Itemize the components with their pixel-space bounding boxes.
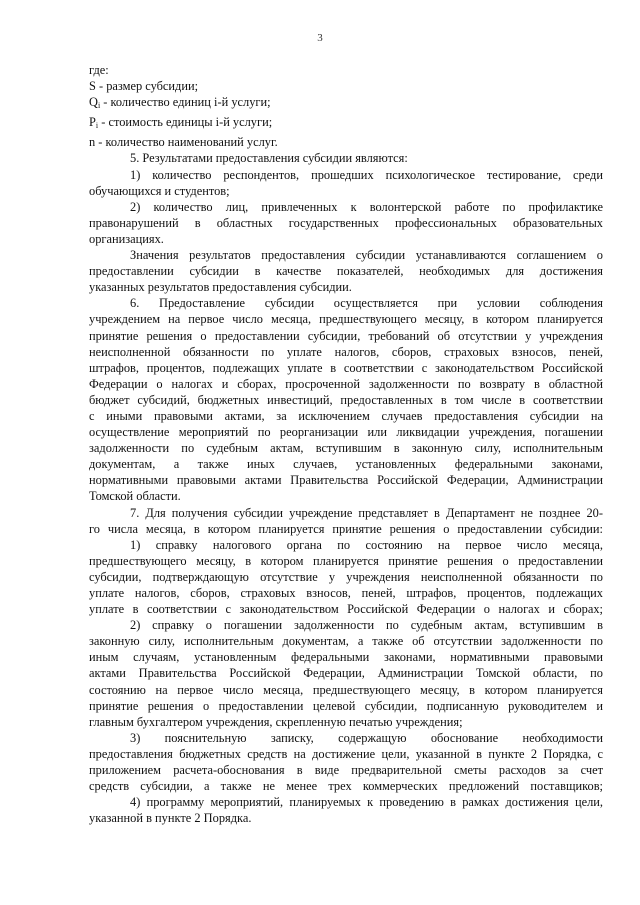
line-text: уплате в соответствии с законодательством Российской Федерации о налогах и сборах; [89,602,603,617]
line-text: законную силу, исполнительным документам, а также об отсутствии задолженности по [89,634,603,649]
line-text: субсидии, подтверждающую отсутствие у учреждения неисполненной обязанности по [89,569,603,584]
text-line [89,472,603,488]
text-line [89,295,603,311]
line-text: указанных результатов предоставления субсидии. [89,280,352,295]
text-line [89,167,603,183]
line-text: организациях. [89,231,164,246]
text-line [89,263,603,279]
line-text: уплате налогов, сборов, страховых взносов, пеней, штрафов, процентов, подлежащих [89,586,603,600]
line-text: 5. Результатами предоставления субсидии являются: [130,151,408,166]
line-text: 4) программу мероприятий, планируемых к проведению в рамках достижения цели, [130,795,603,810]
text-line [89,199,603,215]
text-line [89,505,603,521]
line-text: задолженности по судебным актам, вступившим в законную силу, исполнительным [89,441,603,456]
text-line [89,94,603,114]
line-text: состоянию на первое число месяца, предшествующего месяцу, в котором планируется [89,682,603,697]
line-text: - количество единиц i-й услуги; [100,95,271,110]
text-line [89,521,603,537]
text-line [89,62,603,78]
line-text: Томской области. [89,489,181,504]
line-text: средств субсидии, а также не менее трех коммерческих предложений поставщиков; [89,779,603,794]
text-line [89,150,603,166]
line-text: 7. Для получения субсидии учреждение представляет в Департамент не позднее 20- [130,505,603,520]
line-text: - стоимость единицы i-й услуги; [98,115,273,130]
line-text: 1) количество респондентов, прошедших психологическое тестирование, среди [130,167,603,182]
text-line [89,376,603,392]
line-text: иным случаям, установленным федеральными законами, нормативными правовыми [89,650,603,665]
text-line [89,392,603,408]
text-line [89,344,603,360]
line-text: го числа месяца, в котором планируется принятие решения о предоставлении субсидии: [89,521,603,536]
formula-subscript: i [95,121,99,131]
text-line [89,328,603,344]
text-line [89,488,603,504]
line-text: неисполненной обязанности по уплате налогов, сборов, страховых взносов, пеней, [89,344,603,359]
line-text: 2) количество лиц, привлеченных к волонтерской работе по профилактике [130,199,603,214]
line-text: указанной в пункте 2 Порядка. [89,811,252,826]
line-text: главным бухгалтером учреждения, скрепленную печатью учреждения; [89,714,463,729]
line-text: Значения результатов предоставления субсидии устанавливаются соглашением о [130,248,603,263]
line-text: штрафов, процентов, подлежащих уплате в соответствии с законодательством Российской [89,360,603,375]
line-text: 1) справку налогового органа по состоянию на первое число месяца, [130,537,603,552]
line-text: принятие решения о предоставлении целевой субсидии, подписанную руководителем и [89,698,603,713]
text-line [89,778,603,794]
line-text: n - количество наименований услуг. [89,135,278,150]
line-text: с иными правовыми актами, за исключением случаев предоставления субсидии на [89,408,603,423]
text-line [89,247,603,263]
text-line [89,585,603,601]
line-text: Федерации о налогах и сборах, просроченной задолженности по возврату в областной [89,376,603,391]
text-line [89,553,603,569]
formula-subscript: i [97,101,101,111]
text-line [89,794,603,810]
line-text: предшествующего месяцу, в котором планируется принятие решения о предоставлении [89,553,603,568]
text-line [89,215,603,231]
line-text: документам, а также иных случаев, установленных федеральными законами, [89,457,603,472]
page-number: 3 [317,32,323,44]
text-line [89,537,603,553]
text-line [89,746,603,762]
text-line [89,569,603,585]
line-text: приложением расчета-обоснования в виде предварительной сметы расходов за счет [89,763,603,778]
text-line [89,279,603,295]
formula-variable: Q [89,95,98,110]
text-line [89,360,603,376]
line-text: 2) справку о погашении задолженности по судебным актам, вступившим в [130,618,603,633]
line-text: 6. Предоставление субсидии осуществляется при условии соблюдения [130,296,603,311]
text-line [89,649,603,665]
line-text: предоставления бюджетных средств на достижение цели, указанной в пункте 2 Порядка, с [89,746,603,761]
line-text: предоставлении субсидии в качестве показателей, необходимых для достижения [89,264,603,279]
document-body [89,62,603,826]
line-text: правонарушений в областных государственных профессиональных образовательных [89,215,603,230]
text-line [89,78,603,94]
text-line [89,617,603,633]
line-text: где: [89,63,109,77]
text-line [89,408,603,424]
line-text: осуществление мероприятий по реорганизации или ликвидации учреждения, погашении [89,425,603,440]
line-text: нормативными правовыми актами Правительства Российской Федерации, Администрации [89,473,603,488]
text-line [89,762,603,778]
line-text: обучающихся и студентов; [89,183,230,198]
text-line [89,698,603,714]
text-line [89,810,603,826]
text-line [89,231,603,247]
text-line [89,114,603,134]
line-text: учреждением на первое число месяца, предшествующего месяцу, в котором планируется [89,312,603,327]
text-line [89,714,603,730]
text-line [89,682,603,698]
line-text: S - размер субсидии; [89,79,199,94]
line-text: бюджет субсидий, бюджетных инвестиций, предоставленных в том числе в соответствии [89,392,603,407]
text-line [89,183,603,199]
text-line [89,633,603,649]
text-line [89,601,603,617]
text-line [89,424,603,440]
text-line [89,665,603,681]
text-line [89,456,603,472]
text-line [89,730,603,746]
line-text: принятие решения о предоставлении субсидии, требований об отсутствии у учреждения [89,328,603,343]
text-line [89,311,603,327]
line-text: 3) пояснительную записку, содержащую обоснование необходимости [130,730,603,745]
line-text: актами Правительства Российской Федерации, Администрации Томской области, по [89,666,603,681]
formula-variable: P [89,115,96,130]
text-line [89,440,603,456]
text-line [89,134,603,150]
